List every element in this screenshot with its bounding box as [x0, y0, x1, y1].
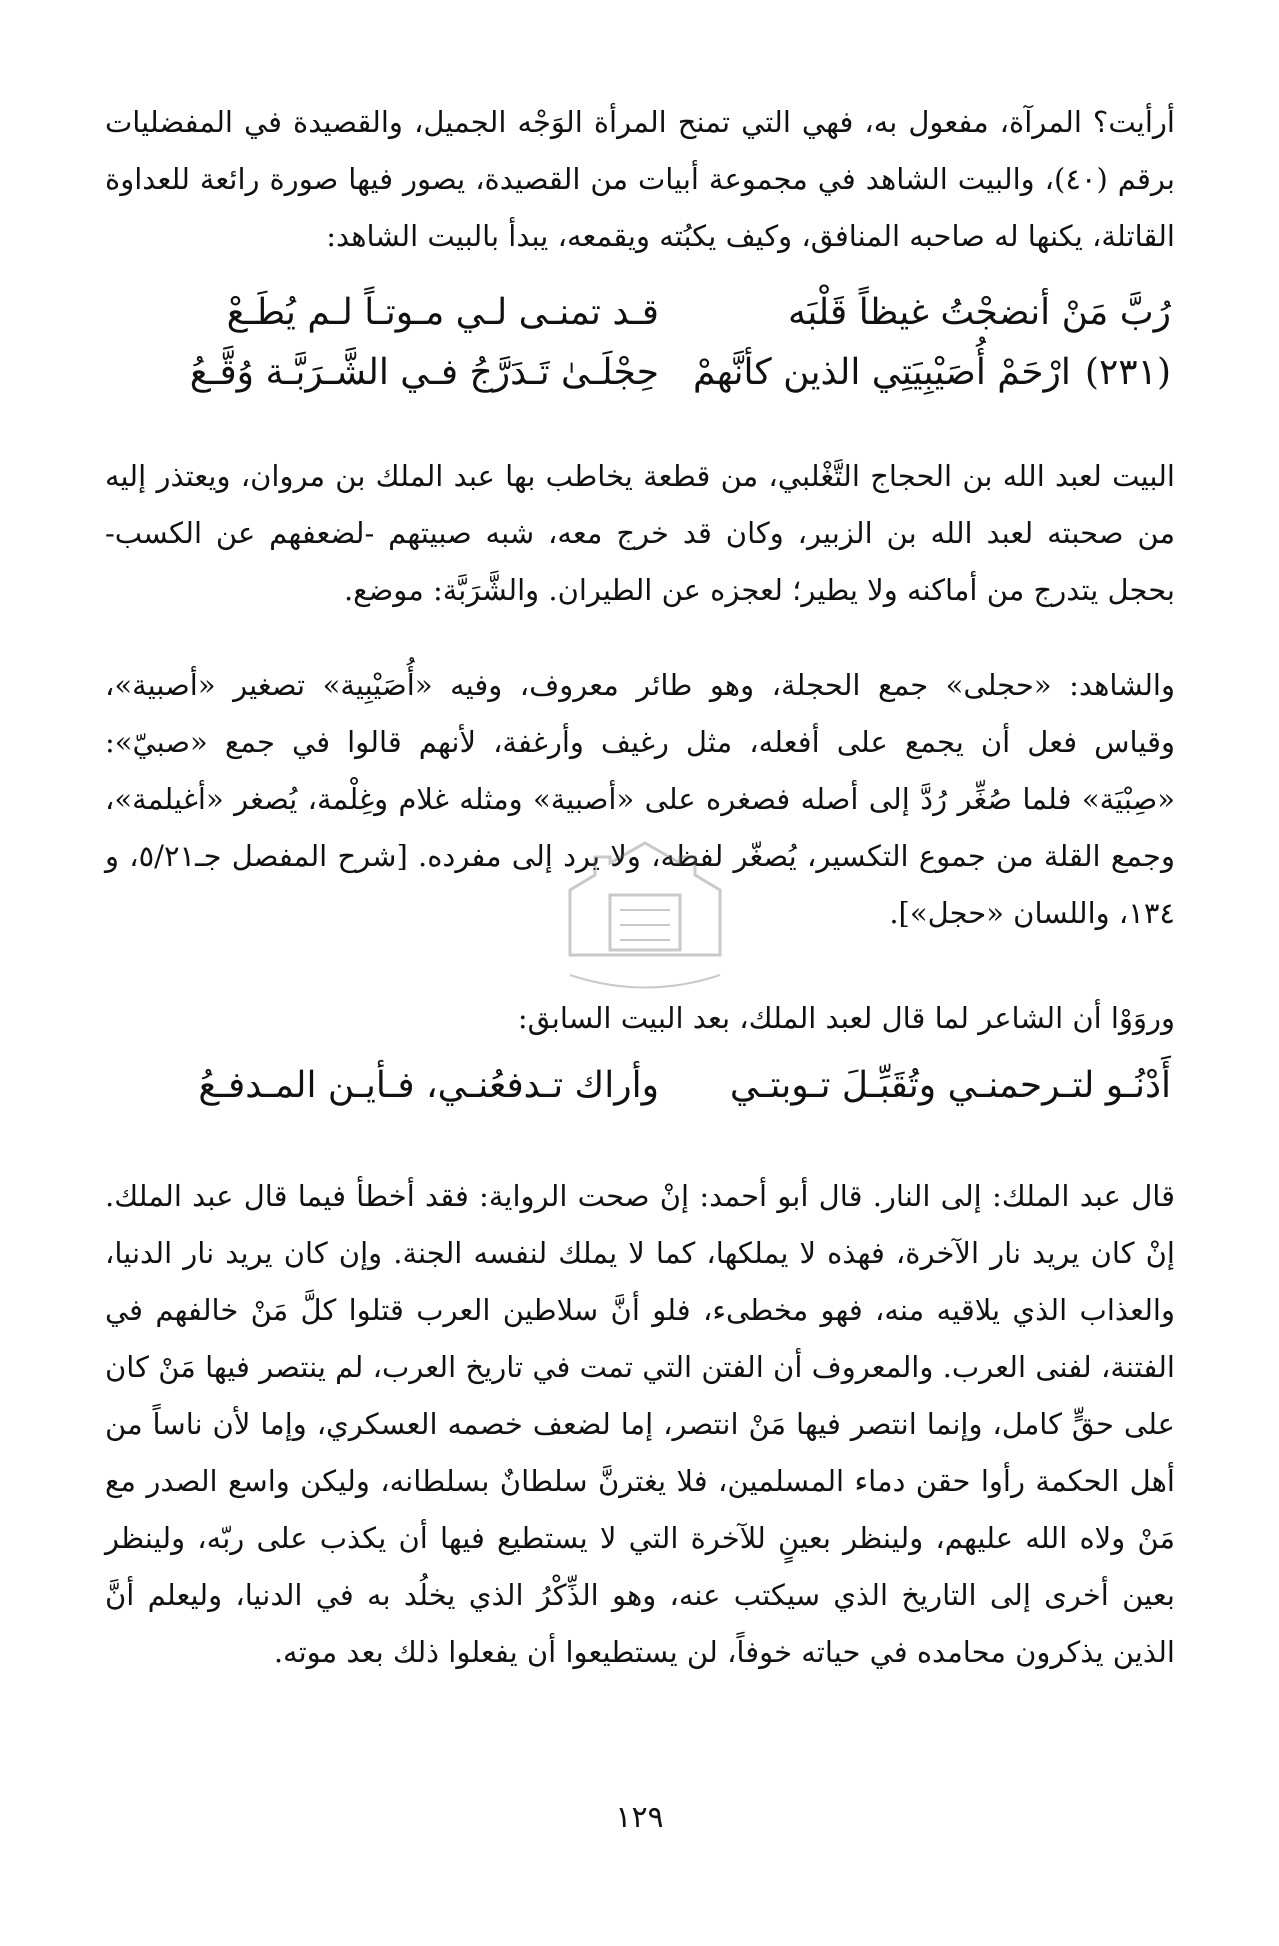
verse-second-hemistich: حِجْلَـىٰ تَـدَرَّجُ فـي الشَّـرَبَّـة وُقَّـعُ — [189, 352, 659, 393]
discussion-paragraph: قال عبد الملك: إلى النار. قال أبو أحمد: إنْ صحت الرواية: فقد أخطأ فيما قال عبد الملك. إنْ كان يريد نار الآخرة، فهذه لا يملكها، كما لا يملك لنفسه الجنة. وإن كان يريد نار الدنيا، والعذاب الذي يلاقيه منه، فهو مخطىء، فلو أنَّ سلاطين العرب قتلوا كلَّ مَنْ خالفهم في الفتنة، لفنى العرب. والمعروف أن الفتن التي تمت في تاريخ العرب، لم ينتصر فيها مَنْ كان على حقٍّ كامل، وإنما انتصر فيها مَنْ انتصر، إما لضعف خصمه العسكري، وإما لأن ناساً من أهل الحكمة رأوا حقن دماء المسلمين، فلا يغترنَّ سلطانٌ بسلطانه، وليكن واسع الصدر مع مَنْ ولاه الله عليهم، ولينظر بعينٍ للآخرة التي لا يستطيع فيها أن يكذب على ربّه، ولينظر بعين أخرى إلى التاريخ الذي سيكتب عنه، وهو الذِّكْرُ الذي يخلُد به في الدنيا، وليعلم أنَّ الذين يذكرون محامده في حياته خوفاً، لن يستطيعوا أن يفعلوا ذلك بعد موته. — [105, 1179, 1175, 1669]
verse-line — [0, 1065, 1279, 1121]
intro-paragraph: أرأيت؟ المرآة، مفعول به، فهي التي تمنح المرأة الوَجْه الجميل، والقصيدة في المفضليات برقم (٤٠)، والبيت الشاهد في مجموعة أبيات من القصيدة، يصور فيها صورة رائعة للعداوة القاتلة، يكنها له صاحبه المنافق، وكيف يكبُته ويقمعه، يبدأ بالبيت الشاهد: — [105, 105, 1175, 253]
verse-first-hemistich — [693, 352, 1171, 393]
page-number: ١٢٩ — [615, 1800, 664, 1835]
library-seal-watermark — [530, 835, 760, 1005]
verse-second-hemistich: قـد تمنـى لـي مـوتـاً لـم يُطَـعْ — [226, 292, 659, 333]
verse-number: (٢٣١) — [1084, 352, 1171, 393]
verse-commentary-paragraph: البيت لعبد الله بن الحجاج التَّغْلبي، من قطعة يخاطب بها عبد الملك بن مروان، ويعتذر إليه من صحبته لعبد الله بن الزبير، وكان قد خرج معه، شبه صبيتهم -لضعفهم عن الكسب- بحجل يتدرج من أماكنه ولا يطير؛ لعجزه عن الطيران. والشَّرَبَّة: موضع. — [105, 459, 1175, 607]
verse-second-hemistich: وأراك تـدفعُنـي، فـأيـن المـدفـعُ — [198, 1065, 659, 1106]
grammar-note-paragraph: والشاهد: «حجلى» جمع الحجلة، وهو طائر معروف، وفيه «أُصَيْبِية» تصغير «أصبية»، وقياس فعل أن يجمع على أفعله، مثل رغيف وأرغفة، لأنهم قالوا في جمع «صبيّ»: «صِبْيَة» فلما صُغِّر رُدَّ إلى أصله فصغره على «أصبية» ومثله غلام وغِلْمة، يُصغر «أغيلمة»، وجمع القلة من جموع التكسير، يُصغّر لفظه، ولا يرد إلى مفرده. [شرح المفصل جـ٥/٢١، و ١٣٤، واللسان «حجل»]. — [105, 668, 1175, 930]
verse-first-hemistich: رُبَّ مَنْ أنضجْتُ غيظاً قَلْبَه — [787, 292, 1171, 333]
verse-first-hemistich: أَدْنُـو لتـرحمنـي وتُقَبِّـلَ تـوبتـي — [729, 1065, 1171, 1106]
verse-line — [0, 352, 1279, 408]
verse-first-hemistich-text: ارْحَمْ أُصَيْبِيَتِي الذين كأنَّهمْ — [692, 352, 1071, 393]
verse-line — [0, 292, 1279, 348]
transition-paragraph: وروَوْا أن الشاعر لما قال لعبد الملك، بعد البيت السابق: — [517, 1001, 1175, 1035]
